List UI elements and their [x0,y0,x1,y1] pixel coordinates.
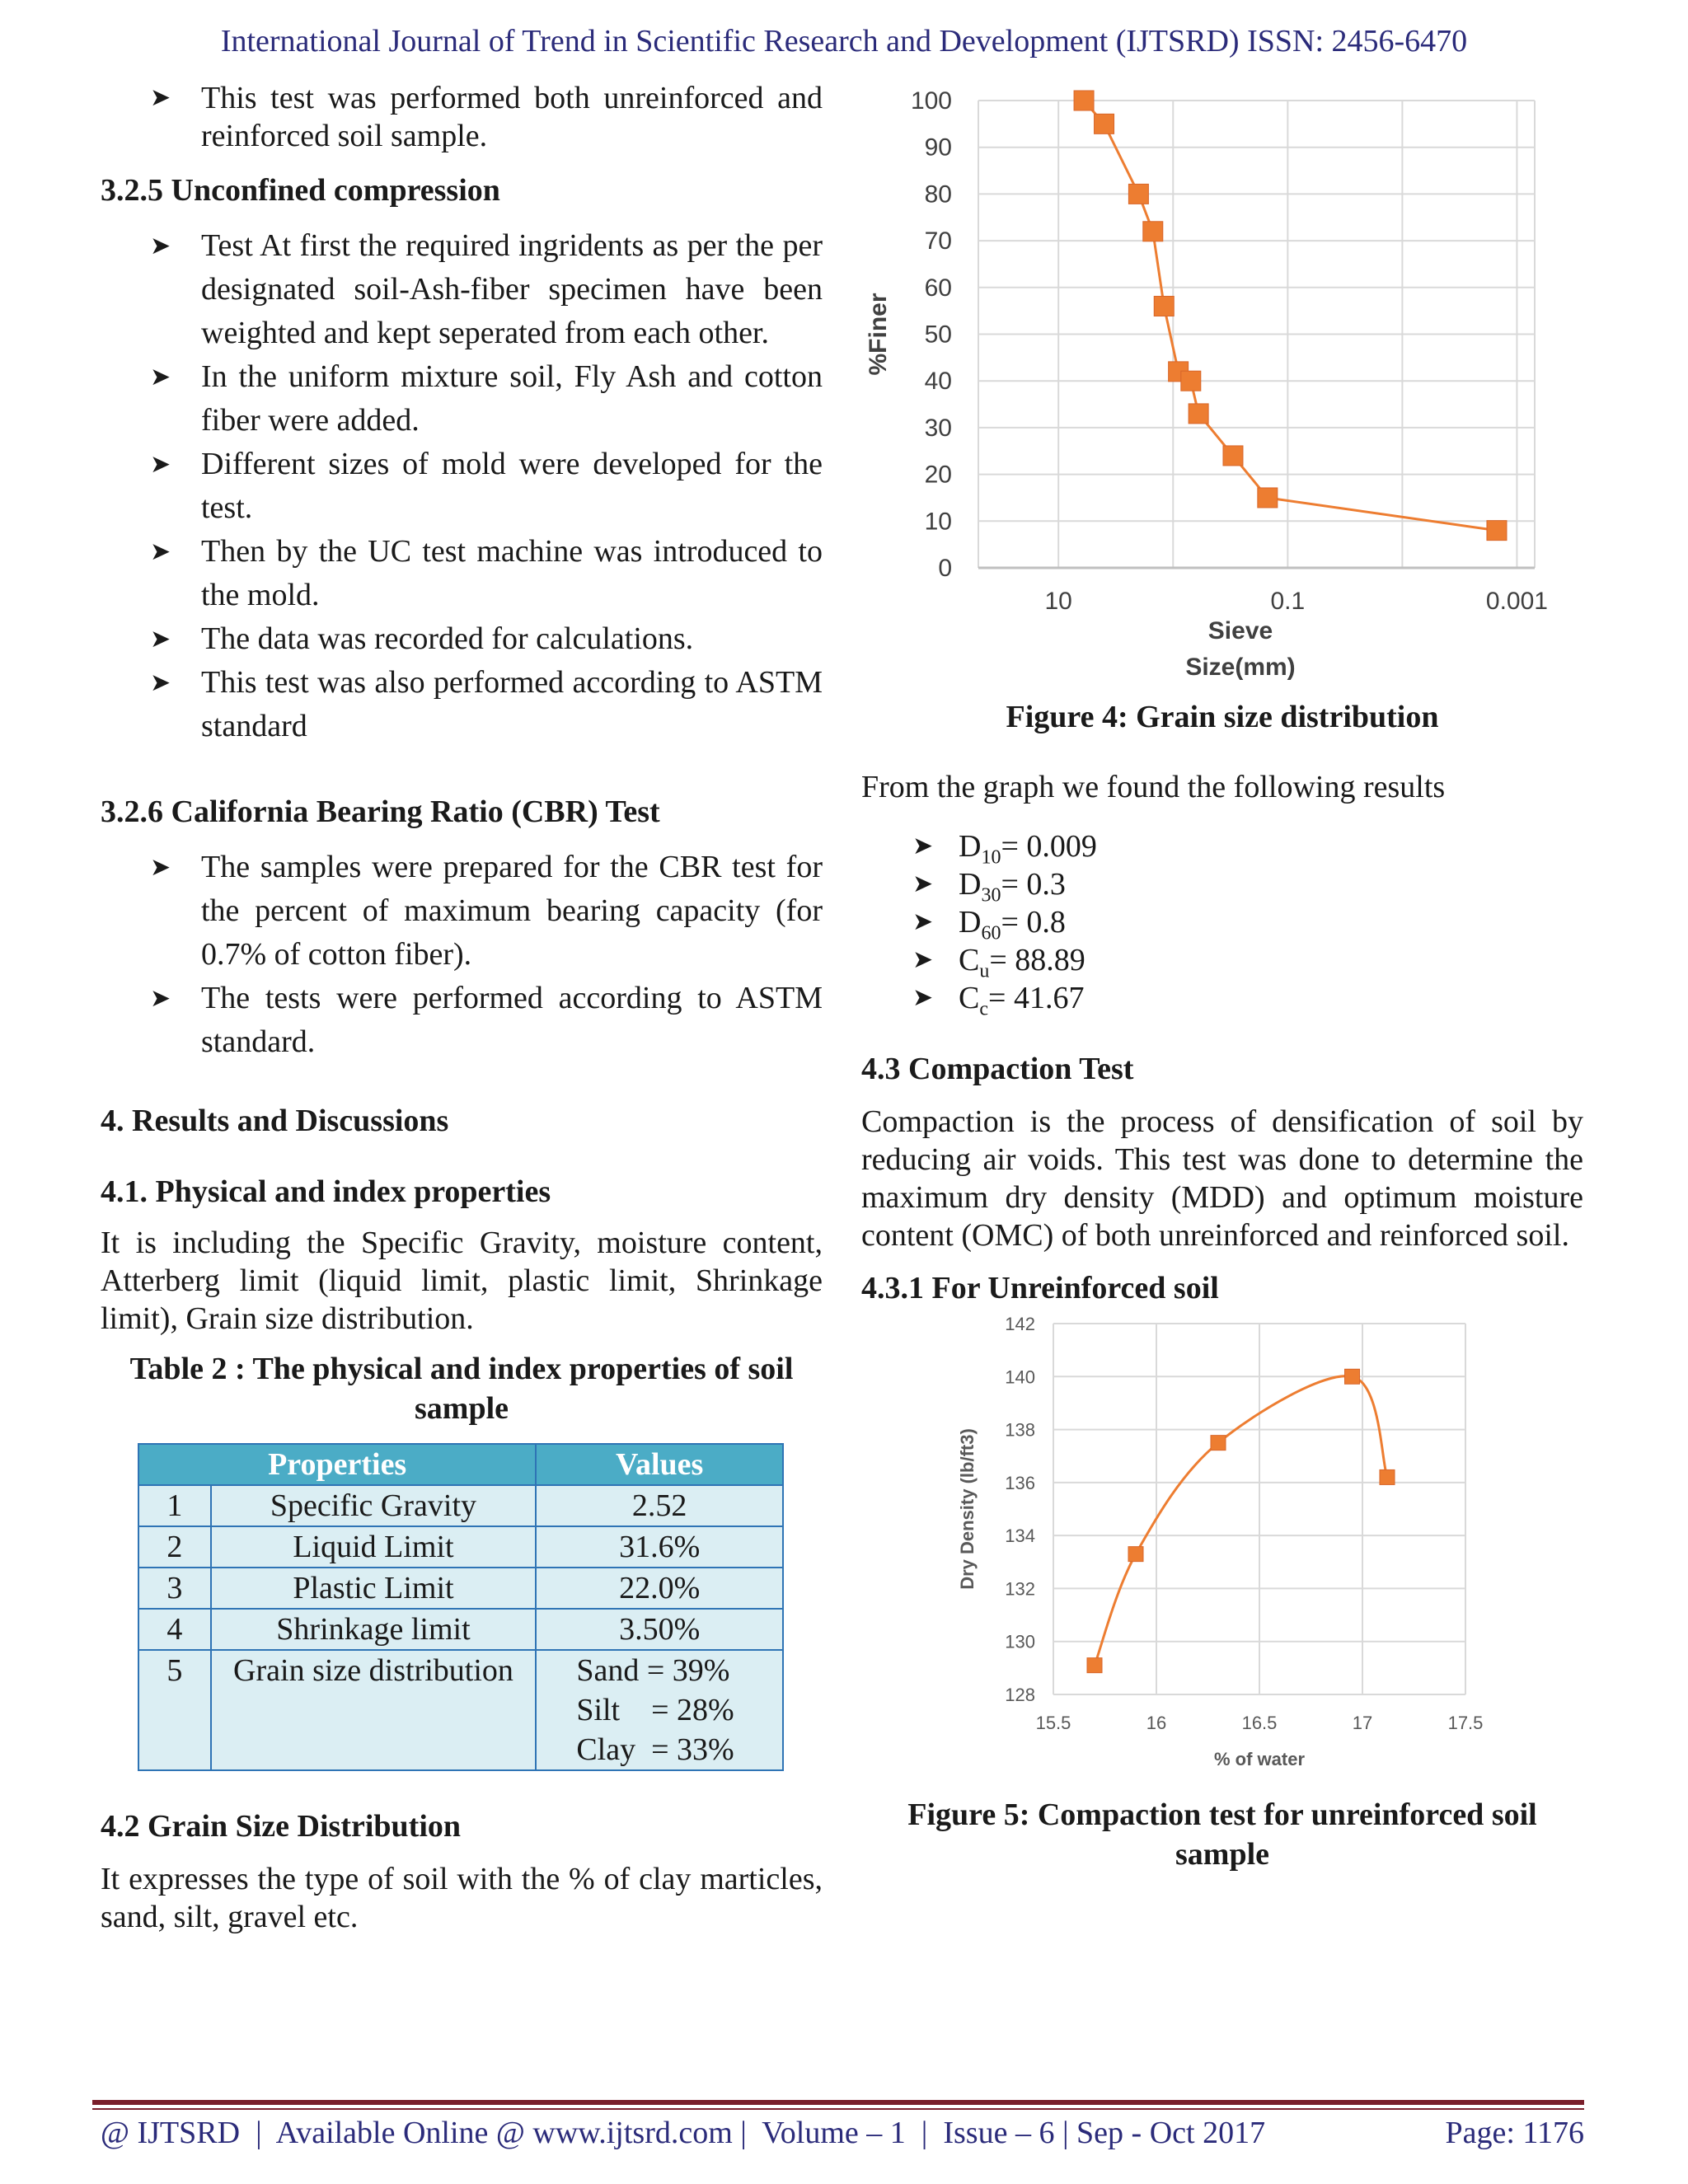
x-tick-label: 15.5 [1035,1713,1071,1733]
y-tick-label: 50 [924,321,952,349]
x-axis-label: Size(mm) [1185,654,1296,681]
y-tick-label: 20 [924,461,952,489]
silt-value: Silt = 28% [576,1693,734,1727]
left-column [101,79,823,1936]
x-tick-label: 16 [1146,1713,1167,1733]
y-tick-label: 128 [1005,1685,1035,1705]
result-item-cc: ➤ $C_c= 41.67$ [912,981,1085,1020]
data-point [1181,371,1201,391]
data-point [1345,1369,1360,1384]
y-tick-label: 70 [924,227,952,255]
list-item: ➤ Test At first the required ingridents as per the per designated soil-Ash-fiber specimen have been weighted and kept seperated from each other. [101,224,823,355]
result-item-d10: ➤ $D_{10}= 0.009$ [912,829,1097,869]
row-number: 4 [138,1609,211,1650]
list-item: ➤ This test was performed both unreinforced and reinforced soil sample. [150,81,823,153]
arrow-bullet-icon: ➤ [150,84,171,111]
list-item: ➤ The tests were performed according to ASTM standard. [101,977,823,1064]
x-tick-label: 0.001 [1485,588,1548,615]
arrow-bullet-icon: ➤ [912,832,934,860]
section-heading-4-1: 4.1. Physical and index properties [101,1174,551,1209]
y-tick-label: 138 [1005,1419,1035,1441]
section-heading-4: 4. Results and Discussions [101,1104,449,1138]
arrow-bullet-icon: ➤ [150,232,171,260]
value-cell-grain-size [536,1650,783,1770]
y-tick-label: 60 [924,274,952,302]
y-tick-label: 40 [924,368,952,396]
x-tick-label: 17.5 [1447,1713,1484,1733]
property-cell: Liquid Limit [211,1526,537,1568]
list-item: ➤ This test was also performed according to ASTM standard [101,661,823,748]
page-number: Page: 1176 [1445,2116,1584,2150]
series-line [1084,101,1497,531]
section-heading-3-2-5: 3.2.5 Unconfined compression [101,173,500,208]
arrow-bullet-icon: ➤ [150,538,171,565]
y-tick-label: 0 [938,555,952,582]
paragraph-compaction: Compaction is the process of densification of soil by reducing air voids. This test was done to determine the maximum dry density (MDD) and optimum moisture content (OMC) of both unreinforced and reinforced soil. [861,1104,1583,1253]
data-point [1189,404,1208,424]
arrow-bullet-icon: ➤ [912,870,934,898]
section-heading-3-2-6: 3.2.6 California Bearing Ratio (CBR) Test [101,794,660,829]
arrow-bullet-icon: ➤ [912,946,934,973]
table-row [138,1609,783,1650]
y-tick-label: 80 [924,180,952,209]
y-tick-label: 140 [1005,1366,1035,1388]
row-number: 1 [138,1485,211,1526]
list-item: ➤ The data was recorded for calculations. [101,617,823,661]
y-tick-label: 30 [924,414,952,442]
y-tick-label: 130 [1005,1631,1035,1652]
column-header-values: Values [536,1444,783,1485]
value-cell: 31.6% [536,1526,783,1568]
data-point [1128,1547,1143,1562]
arrow-bullet-icon: ➤ [150,626,171,653]
footer-rule-thin [92,2108,1584,2110]
x-axis-label: Sieve [1207,617,1273,644]
paragraph-from-graph: From the graph we found the following results [861,770,1446,804]
x-tick-label: 10 [1044,588,1072,615]
value-cell: 22.0% [536,1568,783,1609]
arrow-bullet-icon: ➤ [150,669,171,696]
value-cell: 2.52 [536,1485,783,1526]
data-point [1223,446,1243,466]
y-tick-label: 142 [1005,1314,1035,1334]
y-axis-label: Dry Density (lb/ft3) [957,1428,978,1590]
paragraph-grain-size: It expresses the type of soil with the % of clay marticles, sand, silt, gravel etc. [101,1862,823,1934]
y-tick-label: 10 [924,508,952,536]
arrow-bullet-icon: ➤ [150,985,171,1012]
column-header-properties: Properties [138,1444,536,1485]
data-point [1258,488,1278,508]
data-point [1154,296,1174,316]
data-point [1487,521,1507,541]
result-item-d30: ➤ $D_{30}= 0.3$ [912,867,1066,907]
footer-info: @ IJTSRD | Available Online @ www.ijtsrd.com | Volume – 1 | Issue – 6 | Sep - Oct 2017 [101,2116,1266,2150]
data-point [1128,184,1148,204]
property-cell: Grain size distribution [211,1650,537,1770]
list-item: ➤ Then by the UC test machine was introduced to the mold. [101,530,823,617]
data-point [1074,91,1094,110]
bullet-list-ucs [101,224,823,748]
arrow-bullet-icon: ➤ [912,908,934,935]
running-header: International Journal of Trend in Scientific Research and Development (IJTSRD) ISSN: 2456-6470 [220,24,1468,59]
value-cell: 3.50% [536,1609,783,1650]
row-number: 5 [138,1650,211,1770]
arrow-bullet-icon: ➤ [150,363,171,391]
result-item-d60: ➤ $D_{60}= 0.8$ [912,905,1066,944]
data-point [1143,222,1163,241]
row-number: 3 [138,1568,211,1609]
table-caption: Table 2 : The physical and index properties of soil sample [129,1352,794,1426]
y-tick-label: 100 [910,87,952,115]
property-cell: Plastic Limit [211,1568,537,1609]
y-tick-label: 90 [924,134,952,162]
sand-value: Sand = 39% [576,1653,730,1688]
arrow-bullet-icon: ➤ [912,984,934,1011]
figure-4-caption: Figure 4: Grain size distribution [1006,700,1439,734]
results-list [861,827,1583,1020]
compaction-chart-svg [861,1307,1583,1785]
data-point [1087,1658,1102,1673]
property-cell: Shrinkage limit [211,1609,537,1650]
section-heading-4-2: 4.2 Grain Size Distribution [101,1809,462,1844]
table-header-row [138,1444,783,1485]
table-row [138,1526,783,1568]
list-item: ➤ Different sizes of mold were developed for the test. [101,443,823,530]
right-column [861,79,1583,1874]
clay-value: Clay = 33% [576,1732,734,1767]
list-item: ➤ The samples were prepared for the CBR test for the percent of maximum bearing capacity (for 0.7% of cotton fiber). [101,846,823,977]
x-tick-label: 16.5 [1241,1713,1278,1733]
data-point [1095,114,1114,134]
property-cell: Specific Gravity [211,1485,537,1526]
compaction-chart [861,1307,1583,1785]
table-row [138,1650,783,1770]
y-tick-label: 132 [1005,1578,1035,1600]
bullet-list-cbr [101,846,823,1064]
properties-table [138,1443,784,1771]
y-tick-label: 134 [1005,1526,1035,1547]
paragraph-physical-properties: It is including the Specific Gravity, moisture content, Atterberg limit (liquid limit, plastic limit, Shrinkage limit), Grain size distribution. [101,1226,823,1336]
arrow-bullet-icon: ➤ [150,854,171,881]
list-item: ➤ In the uniform mixture soil, Fly Ash and cotton fiber were added. [101,355,823,443]
y-tick-label: 136 [1005,1472,1035,1493]
x-tick-label: 17 [1352,1713,1373,1733]
y-axis-label: %Finer [865,293,892,376]
footer-rule [92,2100,1584,2105]
data-point [1380,1469,1395,1484]
x-axis-label: % of water [1213,1749,1306,1769]
section-heading-4-3-1: 4.3.1 For Unreinforced soil [861,1271,1219,1305]
result-item-cu: ➤ $C_u= 88.89$ [912,943,1085,982]
grain-size-chart-svg [861,79,1583,689]
x-tick-label: 0.1 [1270,588,1306,615]
table-row [138,1485,783,1526]
series-line [1095,1376,1387,1666]
footer [101,2115,1584,2151]
grain-size-chart [861,79,1583,689]
table-row [138,1568,783,1609]
data-point [1211,1436,1226,1451]
bullet-list-intro [101,79,823,155]
section-heading-4-3: 4.3 Compaction Test [861,1052,1134,1086]
figure-5-caption: Figure 5: Compaction test for unreinforced soil sample [907,1797,1537,1872]
row-number: 2 [138,1526,211,1568]
arrow-bullet-icon: ➤ [150,451,171,478]
